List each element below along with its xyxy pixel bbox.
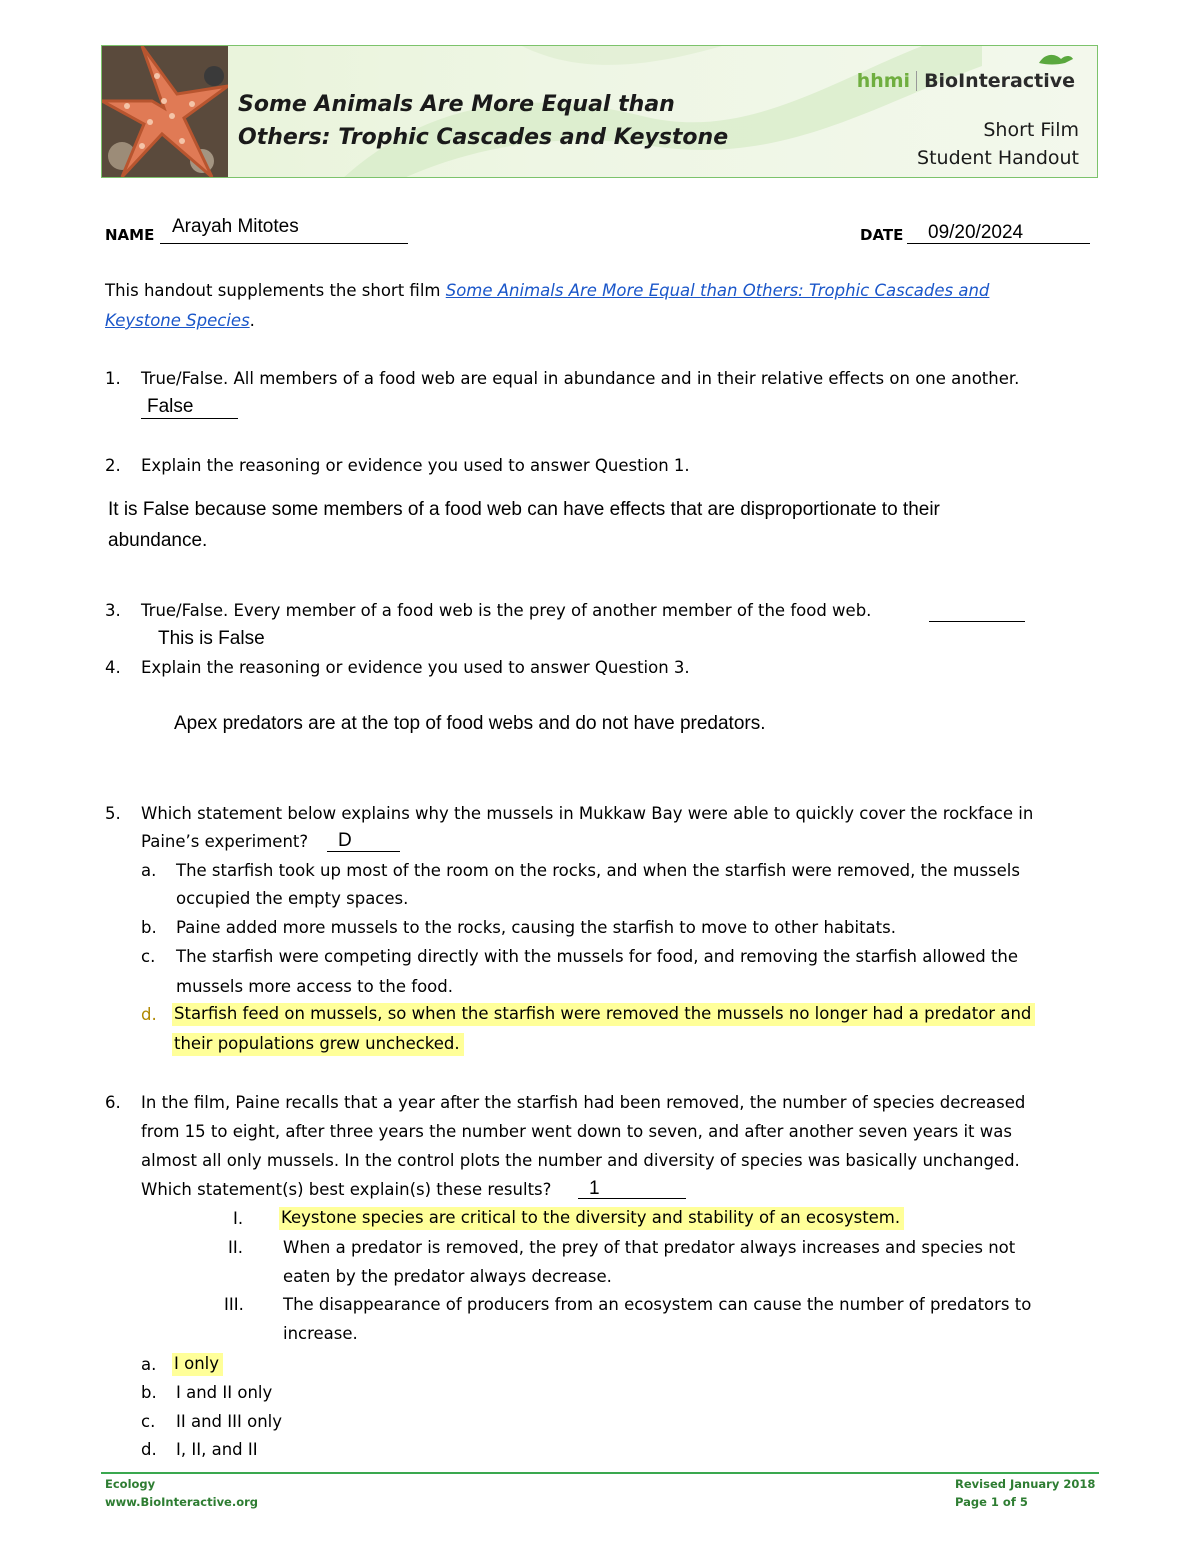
q5-option-c-line-2: mussels more access to the food.: [176, 977, 453, 996]
starfish-icon: [102, 46, 228, 177]
q2-text: Explain the reasoning or evidence you used to answer Question 1.: [141, 456, 690, 475]
starfish-photo: [102, 46, 228, 177]
q4-answer[interactable]: Apex predators are at the top of food webs and do not have predators.: [174, 713, 766, 734]
name-field[interactable]: Arayah Mitotes: [172, 216, 299, 237]
q6-statement-2-numeral: II.: [228, 1238, 243, 1257]
type-line-2: Student Handout: [917, 147, 1079, 169]
q1-answer[interactable]: False: [147, 396, 194, 417]
q3-answer-line: [929, 621, 1025, 622]
q1-number: 1.: [105, 369, 121, 388]
header-banner: [101, 45, 1098, 178]
name-label: NAME: [105, 226, 155, 244]
q6-option-a-line: [172, 1354, 223, 1373]
type-line-1: Short Film: [983, 119, 1079, 141]
footer-revised: Revised January 2018: [955, 1477, 1096, 1491]
logo-hhmi: hhmi: [856, 70, 911, 92]
q6-text-line-1: In the film, Paine recalls that a year after the starfish had been removed, the number of species decreased: [141, 1093, 1026, 1112]
q5-option-b-letter: b.: [141, 918, 157, 937]
q1-answer-line: [141, 418, 238, 419]
footer-rule: [101, 1472, 1099, 1474]
q2-number: 2.: [105, 456, 121, 475]
q2-answer-line-2[interactable]: abundance.: [108, 530, 208, 551]
q5-text-line-1: Which statement below explains why the mussels in Mukkaw Bay were able to quickly cover the rockface in: [141, 804, 1034, 823]
q5-answer[interactable]: D: [338, 830, 352, 851]
q6-statement-3-numeral: III.: [224, 1295, 244, 1314]
q3-text: True/False. Every member of a food web is the prey of another member of the food web.: [141, 601, 872, 620]
q5-option-b-line-1: Paine added more mussels to the rocks, causing the starfish to move to other habitats.: [176, 918, 896, 937]
logo-biointeractive: BioInteractive: [924, 70, 1075, 92]
intro-line-1: [105, 281, 989, 300]
q6-option-d-text: I, II, and II: [176, 1440, 258, 1459]
title-line-1: Some Animals Are More Equal than: [238, 92, 675, 117]
footer-website[interactable]: www.BioInteractive.org: [105, 1495, 259, 1509]
q6-option-a-letter: a.: [141, 1355, 157, 1374]
q5-number: 5.: [105, 804, 121, 823]
q6-option-a-highlight: I only: [172, 1353, 223, 1376]
q6-option-b-letter: b.: [141, 1383, 157, 1402]
q3-answer[interactable]: This is False: [158, 628, 265, 649]
date-field[interactable]: 09/20/2024: [928, 222, 1024, 243]
q5-option-c-line-1: The starfish were competing directly with the mussels for food, and removing the starfish allowed the: [176, 947, 1019, 966]
q6-statement-1-line: [279, 1208, 904, 1227]
q5-option-a-letter: a.: [141, 861, 157, 880]
q2-answer-line-1[interactable]: It is False because some members of a food web can have effects that are disproportionate to their: [108, 499, 940, 520]
q5-option-d-line-2: [172, 1034, 464, 1053]
q5-text-line-2: Paine’s experiment?: [141, 832, 309, 851]
q4-number: 4.: [105, 658, 121, 677]
title-line-2: Others: Trophic Cascades and Keystone: [238, 125, 729, 150]
intro-text: This handout supplements the short film: [105, 281, 446, 300]
q4-text: Explain the reasoning or evidence you used to answer Question 3.: [141, 658, 690, 677]
q6-statement-1-numeral: I.: [233, 1209, 244, 1228]
q5-option-a-line-1: The starfish took up most of the room on the rocks, and when the starfish were removed, the mussels: [176, 861, 1020, 880]
q5-option-c-letter: c.: [141, 947, 156, 966]
q1-text: True/False. All members of a food web are equal in abundance and in their relative effects on one another.: [141, 369, 1020, 388]
q6-option-c-text: II and III only: [176, 1412, 283, 1431]
film-link-cont[interactable]: Keystone Species: [105, 311, 250, 330]
q6-statement-2-line-2: eaten by the predator always decrease.: [283, 1267, 612, 1286]
logo-divider: [916, 71, 917, 91]
q6-option-d-letter: d.: [141, 1440, 157, 1459]
intro-suffix: .: [249, 311, 255, 330]
film-link[interactable]: Some Animals Are More Equal than Others: Trophic Cascades and: [445, 281, 990, 300]
q5-option-d-line-1: [172, 1004, 1035, 1023]
q6-statement-1-highlight: Keystone species are critical to the diversity and stability of an ecosystem.: [279, 1207, 904, 1230]
date-label: DATE: [860, 226, 904, 244]
q6-text-line-4: Which statement(s) best explain(s) these results?: [141, 1180, 552, 1199]
name-line: [160, 243, 408, 244]
q6-answer[interactable]: 1: [589, 1178, 600, 1199]
leaf-icon: [1035, 51, 1075, 67]
q5-option-a-line-2: occupied the empty spaces.: [176, 889, 409, 908]
q5-option-d-letter: d.: [141, 1005, 157, 1024]
q6-text-line-3: almost all only mussels. In the control plots the number and diversity of species was basically unchanged.: [141, 1151, 1020, 1170]
q6-statement-3-line-1: The disappearance of producers from an ecosystem can cause the number of predators to: [283, 1295, 1032, 1314]
intro-line-2: [105, 311, 255, 330]
q5-option-d-highlight-2: their populations grew unchecked.: [172, 1033, 464, 1056]
q6-number: 6.: [105, 1093, 121, 1112]
handout-type: [917, 116, 1079, 172]
footer-page-number: Page 1 of 5: [955, 1495, 1028, 1509]
handout-title: [238, 88, 728, 154]
biointeractive-logo: [857, 66, 1075, 96]
footer-subject: Ecology: [105, 1477, 156, 1491]
q6-option-b-text: I and II only: [176, 1383, 273, 1402]
q6-statement-3-line-2: increase.: [283, 1324, 358, 1343]
q3-number: 3.: [105, 601, 121, 620]
q6-statement-2-line-1: When a predator is removed, the prey of that predator always increases and species not: [283, 1238, 1016, 1257]
q6-option-c-letter: c.: [141, 1412, 156, 1431]
q6-text-line-2: from 15 to eight, after three years the number went down to seven, and after another seven years it was: [141, 1122, 1012, 1141]
q5-option-d-highlight-1: Starfish feed on mussels, so when the starfish were removed the mussels no longer had a predator and: [172, 1003, 1035, 1026]
